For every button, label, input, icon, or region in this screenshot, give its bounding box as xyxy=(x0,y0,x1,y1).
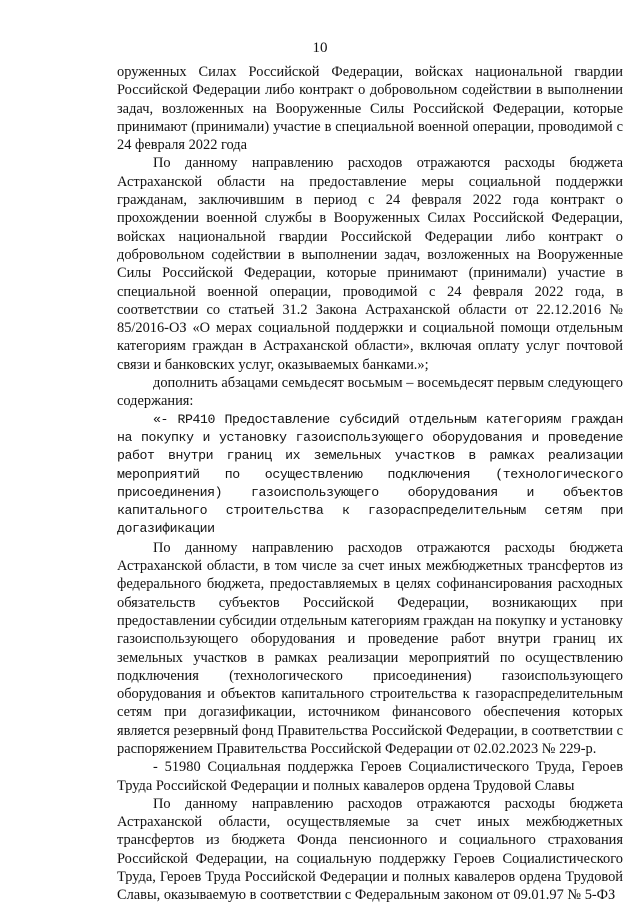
document-body xyxy=(117,63,623,905)
paragraph-expense-description-gas: По данному направлению расходов отражаются расходы бюджета Астраханской области, в том числе за счет иных межбюджетных трансфертов из федерального бюджета, предоставляемых в целях софинансирования расходных обязательств субъектов Российской Федерации, возникающих при предоставлении субсидии отдельным категориям граждан на покупку и установку газоиспользующего оборудования и проведение работ внутри границ их земельных участков в рамках реализации мероприятий по осуществлению подключения (технологического присоединения) газоиспользующего оборудования и объектов капитального строительства к газораспределительным сетям при догазификации, источником финансового обеспечения которых является резервный фонд Правительства Российской Федерации, в соответствии с распоряжением Правительства Российской Федерации от 02.02.2023 № 229-р. xyxy=(117,539,623,757)
paragraph-expense-description-military: По данному направлению расходов отражаются расходы бюджета Астраханской области на предоставление меры социальной поддержки гражданам, заключившим в период с 24 февраля 2022 года контракт о прохождении военной службы в Вооруженных Силах Российской Федерации, войсках национальной гвардии Российской Федерации либо контракт о добровольном содействии в выполнении задач, возложенных на Вооруженные Силы Российской Федерации, которые принимают (принимали) участие в специальной военной операции, проводимой с 24 февраля 2022 года, в соответствии со статьей 31.2 Закона Астраханской области от 22.12.2016 № 85/2016-ОЗ «О мерах социальной поддержки и социальной помощи отдельным категориям граждан в Астраханской области», включая оплату услуг почтовой связи и банковских услуг, оказываемых банками.»; xyxy=(117,155,623,373)
paragraph-continuation: оруженных Силах Российской Федерации, войсках национальной гвардии Российской Федерации либо контракт о добровольном содействии в выполнении задач, возложенных на Вооруженные Силы Российской Федерации, которые принимают (принимали) участие в специальной военной операции, проводимой с 24 февраля 2022 года xyxy=(117,64,623,154)
paragraph-amendment-instruction: дополнить абзацами семьдесят восьмым – восемьдесят первым следующего содержания: xyxy=(117,375,623,410)
paragraph-51980-heading: - 51980 Социальная поддержка Героев Социалистического Труда, Героев Труда Российской Федерации и полных кавалеров ордена Трудовой Славы xyxy=(117,759,623,794)
paragraph-rp410-heading: «- RP410 Предоставление субсидий отдельным категориям граждан на покупку и установку газоиспользующего оборудования и проведение работ внутри границ их земельных участков в рамках реализации мероприятий по осуществлению подключения (технологического присоединения) газоиспользующего оборудования и объектов капитального строительства к газораспределительным сетям при догазификации xyxy=(117,411,623,537)
page-number: 10 xyxy=(312,40,328,56)
paragraph-expense-description-heroes: По данному направлению расходов отражаются расходы бюджета Астраханской области, осуществляемые за счет иных межбюджетных трансфертов из бюджета Фонда пенсионного и социального страхования Российской Федерации, на социальную поддержку Героев Социалистического Труда, Героев Труда Российской Федерации и полных кавалеров ордена Трудовой Славы, оказываемую в соответствии с Федеральным законом от 09.01.97 № 5-ФЗ xyxy=(117,795,623,904)
